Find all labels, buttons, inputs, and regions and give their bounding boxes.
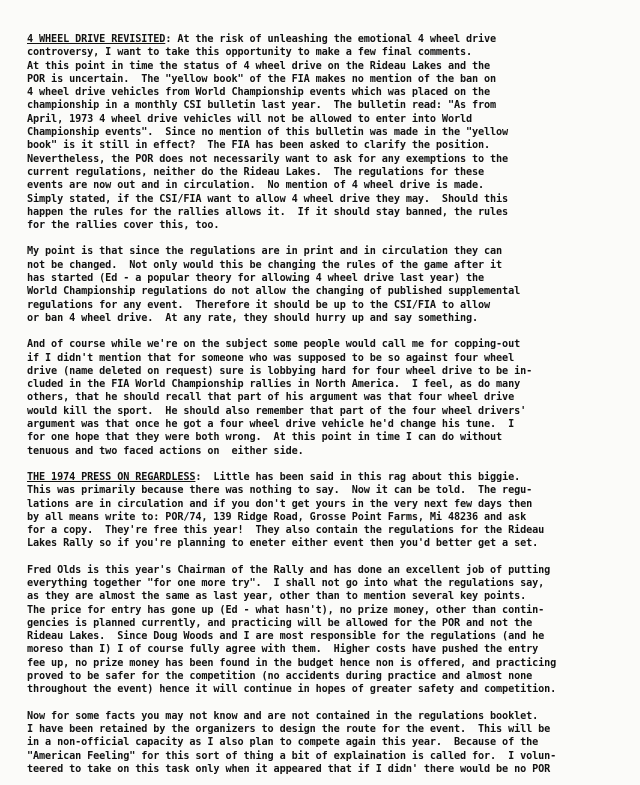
text-line: by all means write to: POR/74, 139 Ridge Road, Grosse Point Farms, Mi 48236 and ask [27, 511, 527, 523]
text-line: Simply stated, if the CSI/FIA want to allow 4 wheel drive they may. Should this [27, 193, 509, 205]
paragraph-facts [27, 710, 635, 776]
text-line: Rideau Lakes. Since Doug Woods and I are most responsible for the regulations (and he [27, 631, 545, 643]
text-line: THE 1974 PRESS ON REGARDLESS: Little has been said in this rag about this biggie. [27, 471, 521, 483]
text-line: happen the rules for the rallies allows it. If it should stay banned, the rules [27, 206, 509, 218]
text-line: April, 1973 4 wheel drive vehicles will not be allowed to enter into World [27, 113, 472, 125]
text-line: for the rallies cover this, too. [27, 220, 220, 232]
text-line: has started (Ed - a popular theory for allowing 4 wheel drive last year) the [27, 273, 485, 285]
paragraph-my-point [27, 245, 635, 325]
text-line: I have been retained by the organizers to design the route for the event. This will be [27, 723, 551, 735]
text-line: Nevertheless, the POR does not necessarily want to ask for any exemptions to the [27, 153, 509, 165]
text-line: And of course while we're on the subject some people would call me for copping-out [27, 339, 521, 351]
paragraph-1974-press-on-regardless [27, 471, 635, 551]
text-line: POR is uncertain. The "yellow book" of the FIA makes no mention of the ban on [27, 73, 497, 85]
text-line: not be changed. Not only would this be changing the rules of the game after it [27, 259, 503, 271]
text-line: 4 wheel drive vehicles from World Championship events which was placed on the [27, 87, 491, 99]
text-line: My point is that since the regulations are in print and in circulation they can [27, 246, 503, 258]
text-line: tenuous and two faced actions on either side. [27, 445, 304, 457]
text-line: for one hope that they were both wrong. At this point in time I can do without [27, 432, 503, 444]
text-line: as they are almost the same as last year, other than to mention several key points. [27, 591, 527, 603]
text-line: events are now out and in circulation. No mention of 4 wheel drive is made. [27, 180, 485, 192]
text-line: The price for entry has gone up (Ed - what hasn't), no prize money, other than contin- [27, 604, 545, 616]
text-line: in a non-official capacity as I also plan to compete again this year. Because of the [27, 737, 539, 749]
text-line: would kill the sport. He should also remember that part of the four wheel drivers' [27, 405, 527, 417]
paragraph-fred-olds [27, 564, 635, 697]
text-line: World Championship regulations do not allow the changing of published supplemental [27, 286, 521, 298]
section-heading: 4 WHEEL DRIVE REVISITED [27, 34, 166, 45]
paragraph-4wd-revisited [27, 33, 635, 232]
text-line: argument was that once he got a four wheel drive vehicle he'd change his tune. I [27, 419, 515, 431]
text-line: current regulations, neither do the Rideau Lakes. The regulations for these [27, 166, 485, 178]
text-line: controversy, I want to take this opportunity to make a few final comments. [27, 47, 472, 59]
text-line: fee up, no prize money has been found in the budget hence non is offered, and practicing [27, 657, 557, 669]
text-line: everything together "for one more try". I shall not go into what the regulations say, [27, 577, 545, 589]
text-line: At this point in time the status of 4 wheel drive on the Rideau Lakes and the [27, 60, 491, 72]
text-line: book" is it still in effect? The FIA has been asked to clarify the position. [27, 140, 491, 152]
text-line: proved to be safer for the competition (no accidents during practice and almost none [27, 671, 533, 683]
text-line: moreso than I) I of course fully agree with them. Higher costs have pushed the entry [27, 644, 539, 656]
text-line: championship in a monthly CSI bulletin last year. The bulletin read: "As from [27, 100, 497, 112]
text-line: throughout the event) hence it will continue in hopes of greater safety and competition. [27, 684, 557, 696]
text-line: Now for some facts you may not know and are not contained in the regulations booklet. [27, 710, 539, 722]
text-line: teered to take on this task only when it appeared that if I didn' there would be no POR [27, 763, 551, 775]
text-line: Fred Olds is this year's Chairman of the Rally and has done an excellent job of putting [27, 564, 551, 576]
page-text [27, 33, 635, 785]
text-line: for a copy. They're free this year! They also contain the regulations for the Rideau [27, 525, 545, 537]
text-line: Lakes Rally so if you're planning to eneter either event then you'd better get a set. [27, 538, 539, 550]
text-line: if I didn't mention that for someone who was supposed to be so against four wheel [27, 352, 515, 364]
text-line: Championship events". Since no mention of this bulletin was made in the "yellow [27, 127, 509, 139]
text-line: "American Feeling" for this sort of thing a bit of explaination is called for. I volun- [27, 750, 557, 762]
text-line: 4 WHEEL DRIVE REVISITED: At the risk of unleashing the emotional 4 wheel drive [27, 34, 497, 45]
text-line: This was primarily because there was nothing to say. Now it can be told. The regu- [27, 485, 533, 497]
text-line: cluded in the FIA World Championship rallies in North America. I feel, as do many [27, 379, 521, 391]
text-line: others, that he should recall that part of his argument was that four wheel drive [27, 392, 515, 404]
text-line: drive (name deleted on request) sure is lobbying hard for four wheel drive to be in- [27, 365, 533, 377]
text-line: or ban 4 wheel drive. At any rate, they should hurry up and say something. [27, 312, 479, 324]
text-line: gencies is planned currently, and practicing will be allowed for the POR and not the [27, 617, 533, 629]
section-heading: THE 1974 PRESS ON REGARDLESS [27, 471, 196, 483]
text-line: lations are in circulation and if you don't get yours in the very next few days then [27, 498, 533, 510]
paragraph-copping-out [27, 338, 635, 458]
text-line: regulations for any event. Therefore it should be up to the CSI/FIA to allow [27, 299, 491, 311]
